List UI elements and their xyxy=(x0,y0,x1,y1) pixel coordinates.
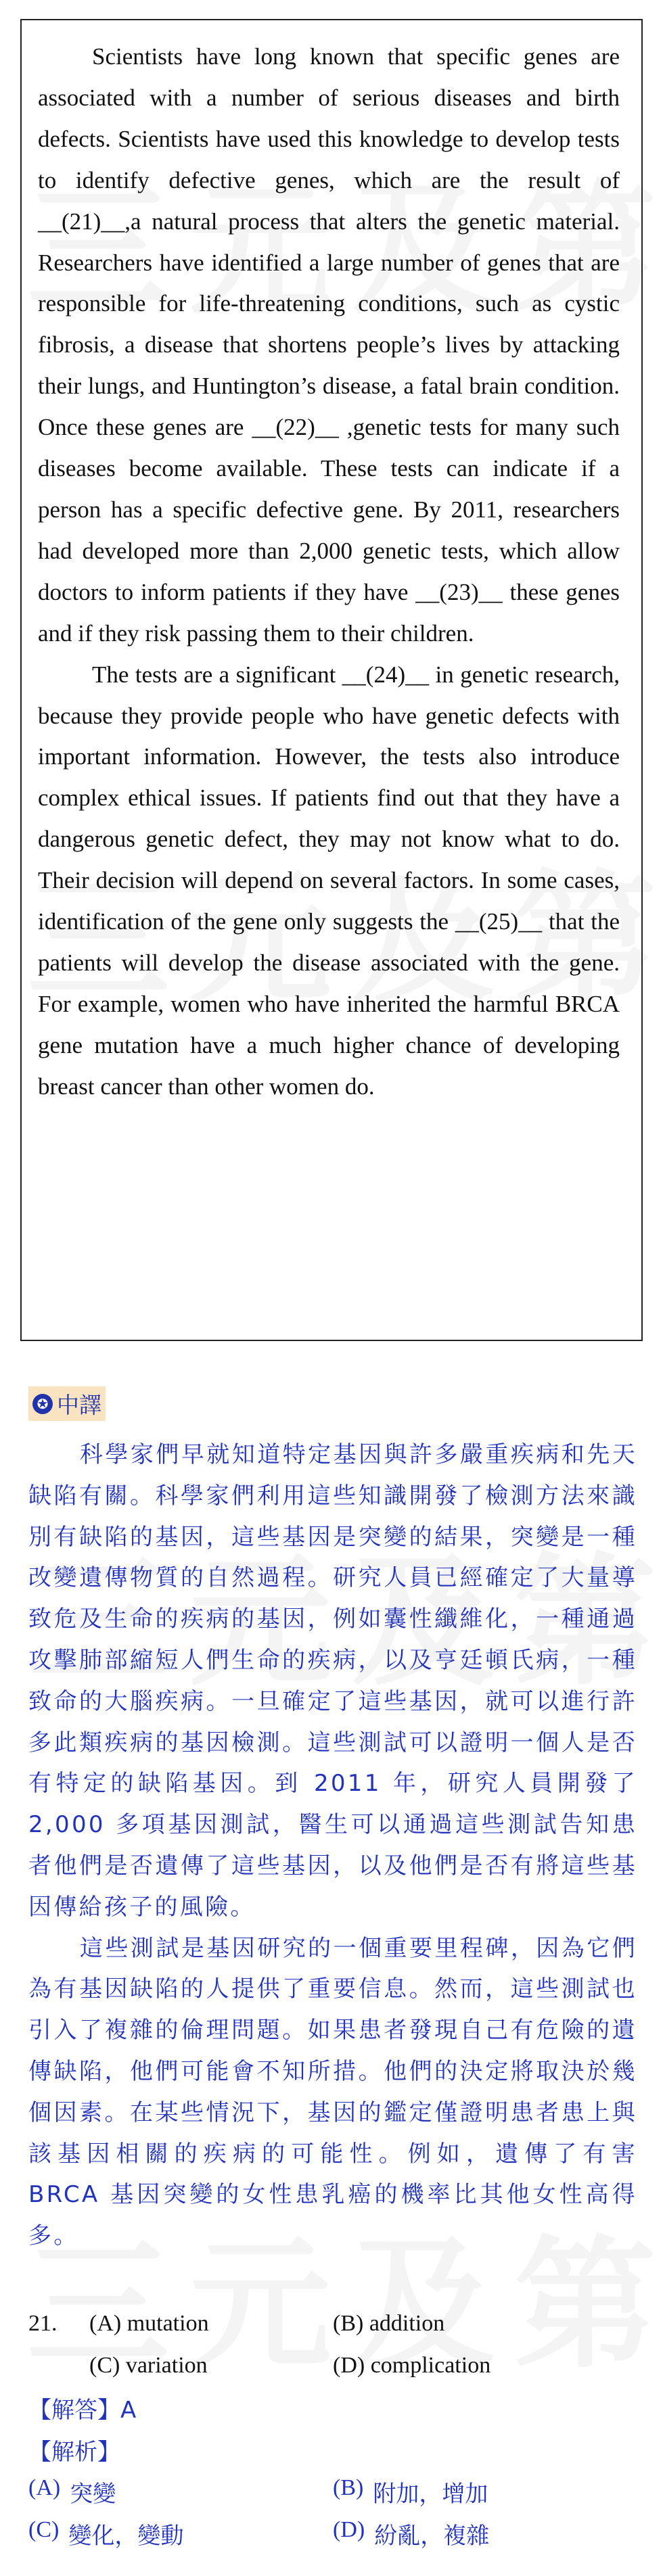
option-c: (C) variation xyxy=(89,2353,208,2378)
options-row-1 xyxy=(28,2303,637,2345)
explanation-letter: (A) xyxy=(28,2475,61,2500)
passage-box xyxy=(20,19,643,1341)
translation-paragraph-2: 這些測試是基因研究的一個重要里程碑，因為它們為有基因缺陷的人提供了重要信息。然而，這些測試也引入了複雜的倫理問題。如果患者發現自己有危險的遺傳缺陷，他們可能會不知所措。他們的決定將取決於幾個因素。在某些情況下，基因的鑑定僅證明患者患上與該基因相關的疾病的可能性。例如，遺傳了有害 BRCA 基因突變的女性患乳癌的機率比其他女性高得多。 xyxy=(28,1934,637,2250)
explanation-a xyxy=(28,2475,333,2508)
explanation-letter: (D) xyxy=(333,2516,365,2542)
explanation-text: 變化，變動 xyxy=(68,2522,184,2550)
question-number: 21. xyxy=(28,2311,58,2336)
options-row-2 xyxy=(28,2345,637,2387)
translation-section xyxy=(28,1386,637,2257)
explanation-text: 紛亂，複雜 xyxy=(374,2522,490,2550)
translation-heading xyxy=(28,1386,106,1421)
option-a: (A) mutation xyxy=(89,2311,209,2336)
explanation-text: 附加，增加 xyxy=(373,2480,488,2508)
option-d: (D) complication xyxy=(333,2353,491,2378)
explanation-b xyxy=(333,2475,637,2508)
explanation-text: 突變 xyxy=(70,2480,116,2508)
question-21 xyxy=(28,2303,637,2554)
answer-label: 【解答】A xyxy=(28,2396,137,2424)
star-icon: ✪ xyxy=(32,1394,53,1414)
explanation-row-2 xyxy=(28,2512,637,2554)
analysis-label: 【解析】 xyxy=(28,2438,120,2466)
explanation-c xyxy=(28,2517,333,2550)
explanation-d xyxy=(333,2517,637,2550)
passage-paragraph-2: The tests are a significant __(24)__ in genetic research, because they provide people who have genetic defects with important information. However, the tests also introduce complex ethical issues. If patients find out that they have a dangerous genetic defect, they may not know what to do. Their decision will depend on several factors. In some cases, identification of the gene only suggests the __(25)__ that the patients will develop the disease associated with the gene. For example, women who have inherited the harmful BRCA gene mutation have a much higher chance of developing breast cancer than other women do. xyxy=(38,661,620,1100)
explanation-letter: (B) xyxy=(333,2475,364,2500)
translation-heading-label: 中譯 xyxy=(57,1392,101,1418)
passage-paragraph-1: Scientists have long known that specific genes are associated with a number of serious diseases and birth defects. Scientists have used this knowledge to develop tests to identify defective genes, which are the result of __(21)__,a natural process that alters the genetic material. Researchers have identified a large number of genes that are responsible for life-threatening conditions, such as cystic fibrosis, a disease that shortens people’s lives by attacking their lungs, and Huntington’s disease, a fatal brain condition. Once these genes are __(22)__ ,genetic tests for many such diseases become available. These tests can indicate if a person has a specific defective gene. By 2011, researchers had developed more than 2,000 genetic tests, which allow doctors to inform patients if they have __(23)__ these genes and if they risk passing them to their children. xyxy=(38,43,620,647)
translation-paragraph-1: 科學家們早就知道特定基因與許多嚴重疾病和先天缺陷有關。科學家們利用這些知識開發了檢測方法來識別有缺陷的基因，這些基因是突變的結果，突變是一種改變遺傳物質的自然過程。研究人員已經確定了大量導致危及生命的疾病的基因，例如囊性纖維化，一種通過攻擊肺部縮短人們生命的疾病，以及亨廷頓氏病，一種致命的大腦疾病。一旦確定了這些基因，就可以進行許多此類疾病的基因檢測。這些測試可以證明一個人是否有特定的缺陷基因。到 2011 年，研究人員開發了 2,000 多項基因測試，醫生可以通過這些測試告知患者他們是否遺傳了這些基因，以及他們是否有將這些基因傳給孩子的風險。 xyxy=(28,1441,637,1921)
option-b: (B) addition xyxy=(333,2311,445,2336)
explanation-letter: (C) xyxy=(28,2516,60,2542)
explanation-row-1 xyxy=(28,2470,637,2512)
